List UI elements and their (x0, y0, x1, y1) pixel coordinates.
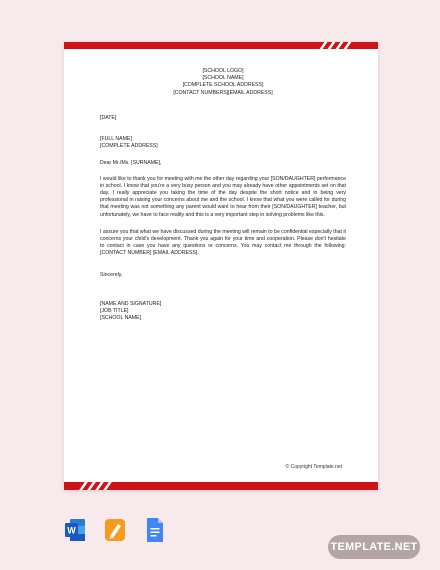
stripe-decoration (344, 42, 352, 49)
format-icons (64, 516, 166, 544)
date-line: [DATE] (100, 114, 117, 121)
letter-page (64, 42, 378, 490)
salutation: Dear Mr./Ms. [SURNAME], (100, 160, 162, 167)
school-contact: [CONTACT NUMBERS][EMAIL ADDRESS] (173, 89, 273, 96)
pages-icon[interactable] (104, 516, 126, 544)
signature-title: [JOB TITLE] (100, 308, 129, 315)
template-net-badge[interactable]: TEMPLATE.NET (328, 535, 420, 559)
closing: Sincerely, (100, 271, 123, 278)
recipient-block (100, 136, 346, 150)
word-icon[interactable] (64, 516, 86, 544)
top-red-band (64, 42, 378, 49)
recipient-address: [COMPLETE ADDRESS] (100, 143, 158, 150)
stripe-decoration (320, 42, 328, 49)
school-logo-placeholder: [SCHOOL LOGO] (202, 68, 244, 74)
signature-name: [NAME AND SIGNATURE] (100, 300, 162, 307)
stripe-decoration (328, 42, 336, 49)
body-paragraph: I would like to thank you for meeting with me the other day regarding your [SON/DAUGHTER] performance in school. I know that you're a very busy person and you may already have other appointments set on that day. I really appreciate you taking the time of the day despite the short notice and in being very professional in raising your concerns about me and the school. I know that what you were called for during that meeting was not something any parent would want to hear from their [SON/DAUGHTER] teacher, but unfortunately, we have to face reality and this is a very important step in solving problems like this. (100, 175, 346, 218)
school-header (100, 68, 346, 97)
svg-text:W: W (67, 525, 76, 536)
body-paragraph: I assure you that what we have discussed during the meeting will remain to be confidential especially that it concerns your child's development. Thank you again for your time and cooperation. Please don't hesitate to contact in case you have any questions or concerns. You may contact me through the following: [CONTACT NUMBER] [EMAIL ADDRESS]. (100, 228, 346, 257)
stripe-decoration (103, 482, 112, 490)
signature-school: [SCHOOL NAME] (100, 315, 142, 322)
school-address: [COMPLETE SCHOOL ADDRESS] (182, 82, 264, 89)
stripe-decoration (336, 42, 344, 49)
signature-block (100, 301, 346, 323)
google-docs-icon[interactable] (144, 516, 166, 544)
school-name: [SCHOOL NAME] (202, 75, 244, 82)
copyright-text: © Copyright Template.net (285, 464, 342, 470)
bottom-red-band (64, 482, 378, 490)
recipient-name: [FULL NAME] (100, 136, 132, 143)
letter-body (100, 68, 346, 322)
